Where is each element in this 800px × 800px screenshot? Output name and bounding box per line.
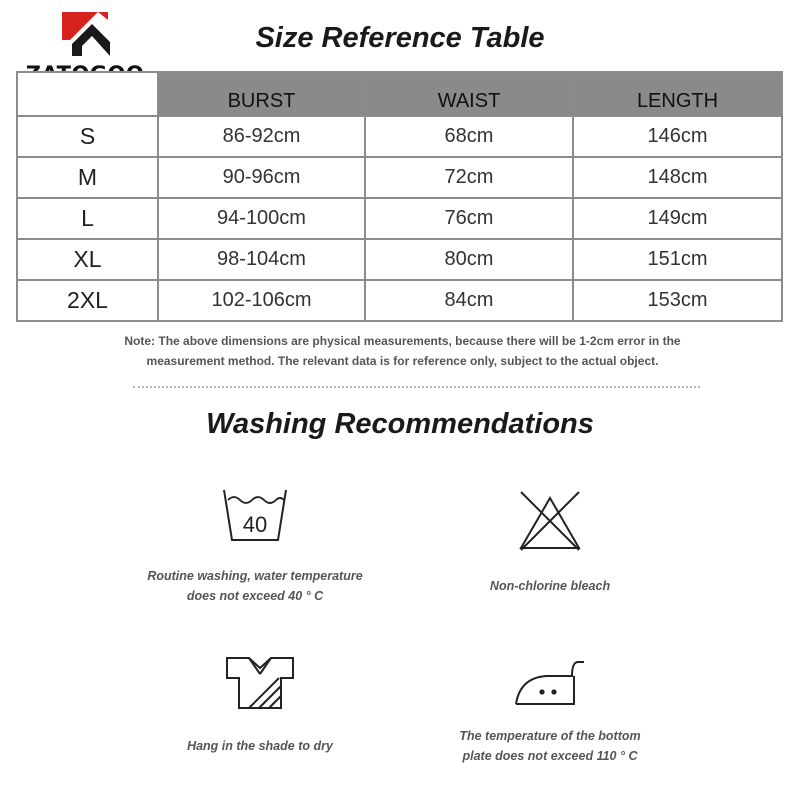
care-text-wash [120,566,390,606]
length-cell: 149cm [573,198,782,239]
care-text-line: The temperature of the bottom [459,729,641,743]
care-item-wash [120,486,390,606]
washing-title: Washing Recommendations [206,408,594,440]
care-text-line: does not exceed 40 ° C [186,589,324,603]
table-row [17,280,782,321]
header-waist: WAIST [365,72,573,116]
table-row [17,239,782,280]
note-line-1: Note: The above dimensions are physical measurements, because there will be 1-2cm error in the [124,334,681,348]
size-cell: XL [17,239,158,280]
care-text-iron [430,726,670,766]
header-corner [17,72,158,116]
care-text-line: plate does not exceed 110 ° C [462,749,638,763]
table-row [17,116,782,157]
care-item-iron [430,656,670,766]
length-cell: 151cm [573,239,782,280]
burst-cell: 102-106cm [158,280,365,321]
waist-cell: 84cm [365,280,573,321]
shade-dry-icon [223,654,297,712]
care-text-bleach: Non-chlorine bleach [489,579,611,593]
size-cell: L [17,198,158,239]
waist-cell: 68cm [365,116,573,157]
burst-cell: 86-92cm [158,116,365,157]
size-cell: S [17,116,158,157]
burst-cell: 94-100cm [158,198,365,239]
header-burst: BURST [158,72,365,116]
burst-cell: 90-96cm [158,157,365,198]
table-row [17,157,782,198]
waist-cell: 76cm [365,198,573,239]
dotted-divider [133,386,700,388]
length-cell: 153cm [573,280,782,321]
size-table-header-row [17,72,782,116]
iron-icon [512,656,588,712]
table-row [17,198,782,239]
measurement-note [60,331,745,371]
size-table [16,71,783,322]
length-cell: 146cm [573,116,782,157]
header-length: LENGTH [573,72,782,116]
care-text-line: Routine washing, water temperature [147,569,363,583]
note-line-2: measurement method. The relevant data is for reference only, subject to the actual object. [146,354,659,368]
care-item-bleach [440,488,660,596]
length-cell: 148cm [573,157,782,198]
wash-temp-label: 40 [242,512,268,537]
wash-40-icon [220,486,290,548]
size-cell: M [17,157,158,198]
waist-cell: 80cm [365,239,573,280]
waist-cell: 72cm [365,157,573,198]
care-text-dry: Hang in the shade to dry [187,739,333,753]
burst-cell: 98-104cm [158,239,365,280]
care-item-dry [140,654,380,756]
no-bleach-icon [517,488,583,554]
size-cell: 2XL [17,280,158,321]
size-table-title: Size Reference Table [255,22,545,54]
